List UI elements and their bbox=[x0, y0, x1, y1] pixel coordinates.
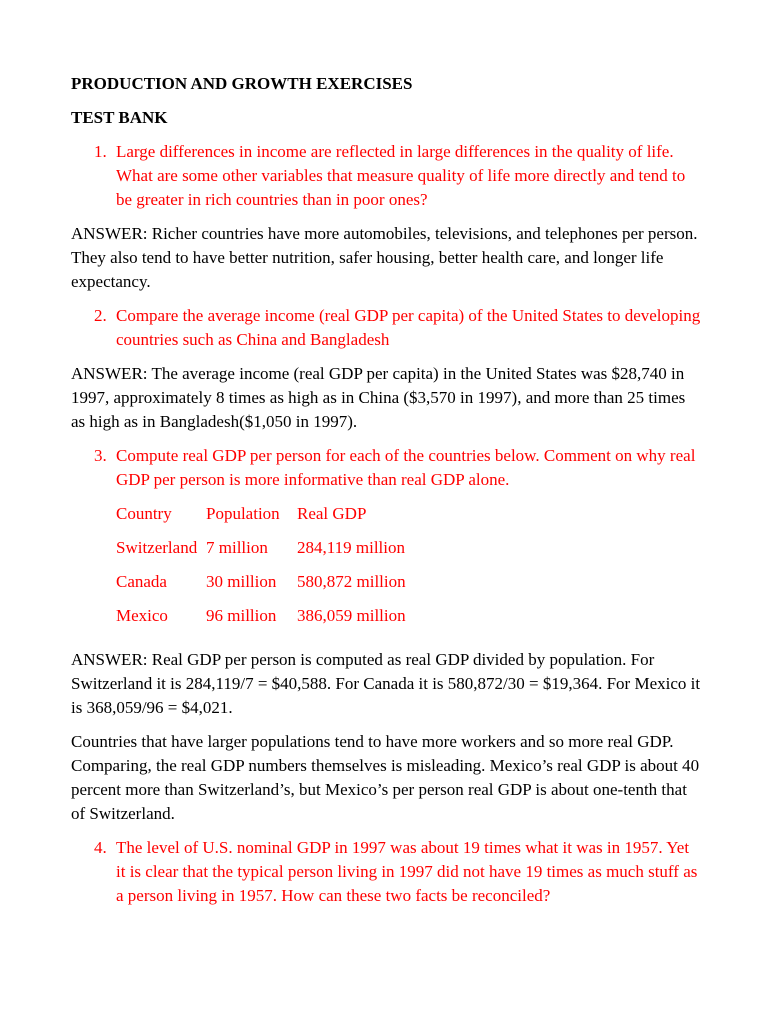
question-1-text: Large differences in income are reflected in large differences in the quality of life. What are some other variables that measure quality of life more directly and tend to be greater in rich countries than in poor ones? bbox=[116, 142, 686, 209]
table-row bbox=[116, 536, 406, 570]
table-cell-real-gdp: 580,872 million bbox=[297, 572, 406, 591]
table-row bbox=[116, 604, 406, 638]
table-cell-real-gdp: 284,119 million bbox=[297, 538, 405, 557]
table-cell-country: Switzerland bbox=[116, 538, 198, 557]
question-1 bbox=[71, 140, 701, 212]
question-4-text: The level of U.S. nominal GDP in 1997 was about 19 times what it was in 1957. Yet it is clear that the typical person living in 1997 did not have 19 times as much stuff as a person living in 1957. How can these two facts be reconciled? bbox=[116, 838, 698, 905]
gdp-table bbox=[116, 502, 406, 638]
question-3-number: 3. bbox=[94, 446, 107, 465]
answer-1: ANSWER: Richer countries have more automobiles, televisions, and telephones per person. They also tend to have better nutrition, safer housing, better health care, and longer life expectancy. bbox=[71, 224, 698, 291]
question-2-text: Compare the average income (real GDP per capita) of the United States to developing countries such as China and Bangladesh bbox=[116, 306, 701, 349]
table-header-country: Country bbox=[116, 504, 172, 523]
table-row bbox=[116, 570, 406, 604]
question-3-text: Compute real GDP per person for each of the countries below. Comment on why real GDP per person is more informative than real GDP alone. bbox=[116, 446, 696, 489]
question-3 bbox=[71, 444, 701, 492]
table-cell-real-gdp: 386,059 million bbox=[297, 606, 406, 625]
table-header-population: Population bbox=[206, 504, 280, 523]
question-1-number: 1. bbox=[94, 142, 107, 161]
table-cell-country: Mexico bbox=[116, 606, 168, 625]
document-title: PRODUCTION AND GROWTH EXERCISES bbox=[71, 74, 413, 93]
table-cell-population: 96 million bbox=[206, 606, 277, 625]
question-2-number: 2. bbox=[94, 306, 107, 325]
question-4-number: 4. bbox=[94, 838, 107, 857]
table-cell-population: 30 million bbox=[206, 572, 277, 591]
answer-2: ANSWER: The average income (real GDP per capita) in the United States was $28,740 in 1997, approximately 8 times as high as in China ($3,570 in 1997), and more than 25 times as high as in Bangladesh($1,050 in 1997). bbox=[71, 364, 686, 431]
answer-3-comment: Countries that have larger populations tend to have more workers and so more real GDP. Comparing, the real GDP numbers themselves is misleading. Mexico’s real GDP is about 40 percent more than Switzerland’s, but Mexico’s per person real GDP is about one-tenth that of Switzerland. bbox=[71, 732, 700, 823]
table-header-row bbox=[116, 502, 406, 536]
table-cell-population: 7 million bbox=[206, 538, 268, 557]
document-subtitle: TEST BANK bbox=[71, 108, 168, 127]
question-4 bbox=[71, 836, 701, 908]
table-cell-country: Canada bbox=[116, 572, 167, 591]
question-2 bbox=[71, 304, 701, 352]
document-page bbox=[71, 72, 701, 918]
answer-3: ANSWER: Real GDP per person is computed as real GDP divided by population. For Switzerland it is 284,119/7 = $40,588. For Canada it is 580,872/30 = $19,364. For Mexico it is 368,059/96 = $4,021. bbox=[71, 650, 701, 717]
table-header-real-gdp: Real GDP bbox=[297, 504, 367, 523]
